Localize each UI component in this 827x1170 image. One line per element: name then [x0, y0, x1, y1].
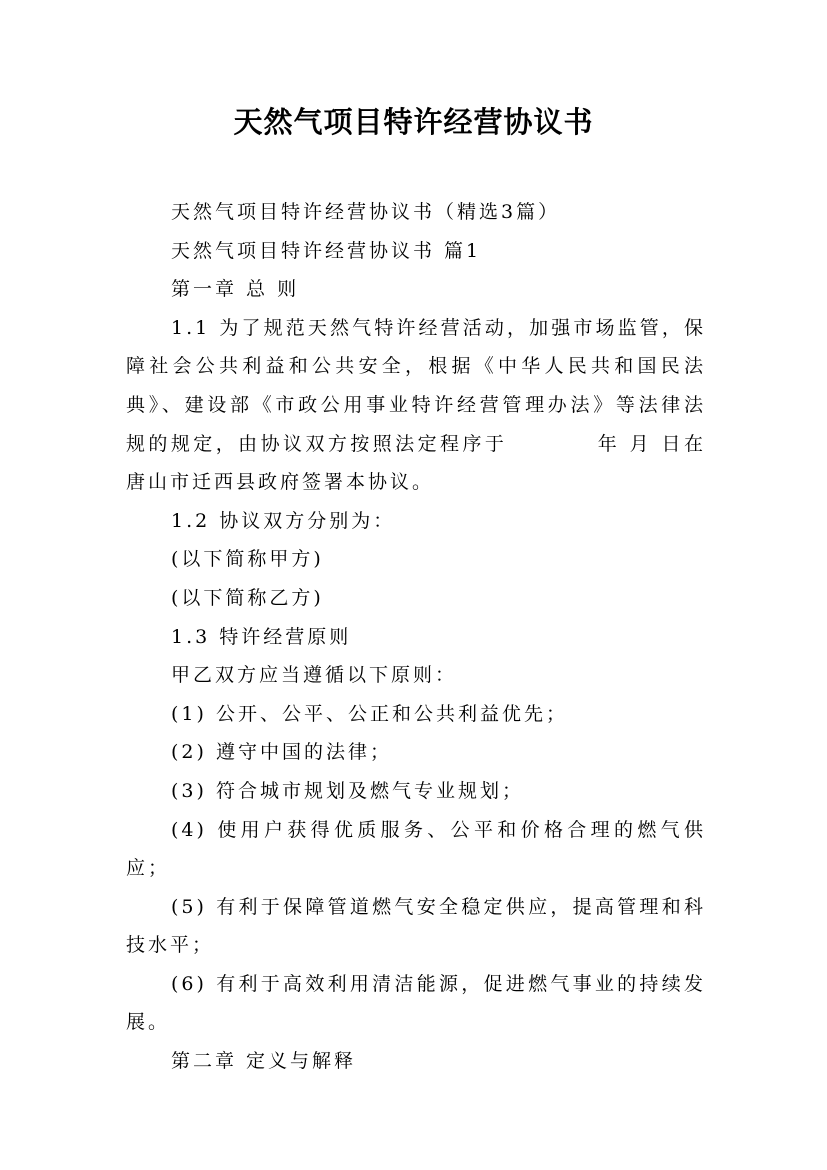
- paragraph-1-3: 1.3 特许经营原则: [171, 625, 352, 648]
- chapter-heading-2: 第二章 定义与解释: [171, 1050, 357, 1073]
- principle-3: (3) 符合城市规划及燃气专业规划；: [171, 779, 524, 802]
- chapter-heading-1: 第一章 总 则: [171, 278, 300, 301]
- principle-1: (1) 公开、公平、公正和公共利益优先；: [171, 702, 568, 725]
- principle-5: (5) 有利于保障管道燃气安全稳定供应，提高管理和科技水平；: [126, 895, 706, 957]
- party-b-line: (以下简称乙方): [171, 586, 324, 609]
- principle-4: (4) 使用户获得优质服务、公平和价格合理的燃气供应；: [126, 818, 706, 880]
- party-a-line: (以下简称甲方): [171, 548, 324, 571]
- paragraph-1-1: [126, 309, 706, 502]
- paragraph-article-heading: 天然气项目特许经营协议书 篇1: [171, 239, 482, 262]
- paragraph-subtitle: 天然气项目特许经营协议书（精选3篇）: [171, 201, 561, 223]
- paragraph-1-1-date-text: 年 月 日在唐山市迁西县政府签署本协议。: [126, 432, 706, 494]
- principle-6: (6) 有利于高效利用清洁能源，促进燃气事业的持续发展。: [126, 972, 706, 1034]
- principle-2: (2) 遵守中国的法律；: [171, 741, 392, 764]
- document-title: 天然气项目特许经营协议书: [233, 105, 594, 139]
- document-body: [126, 193, 706, 1081]
- principles-intro: 甲乙双方应当遵循以下原则：: [171, 664, 458, 687]
- paragraph-1-2: 1.2 协议双方分别为：: [171, 509, 396, 532]
- paragraph-1-1-text: 1.1 为了规范天然气特许经营活动，加强市场监管，保障社会公共利益和公共安全，根据《中华人民共和国民法典》、建设部《市政公用事业特许经营管理办法》等法律法规的规定，由协议双方按照法定程序于: [126, 316, 706, 455]
